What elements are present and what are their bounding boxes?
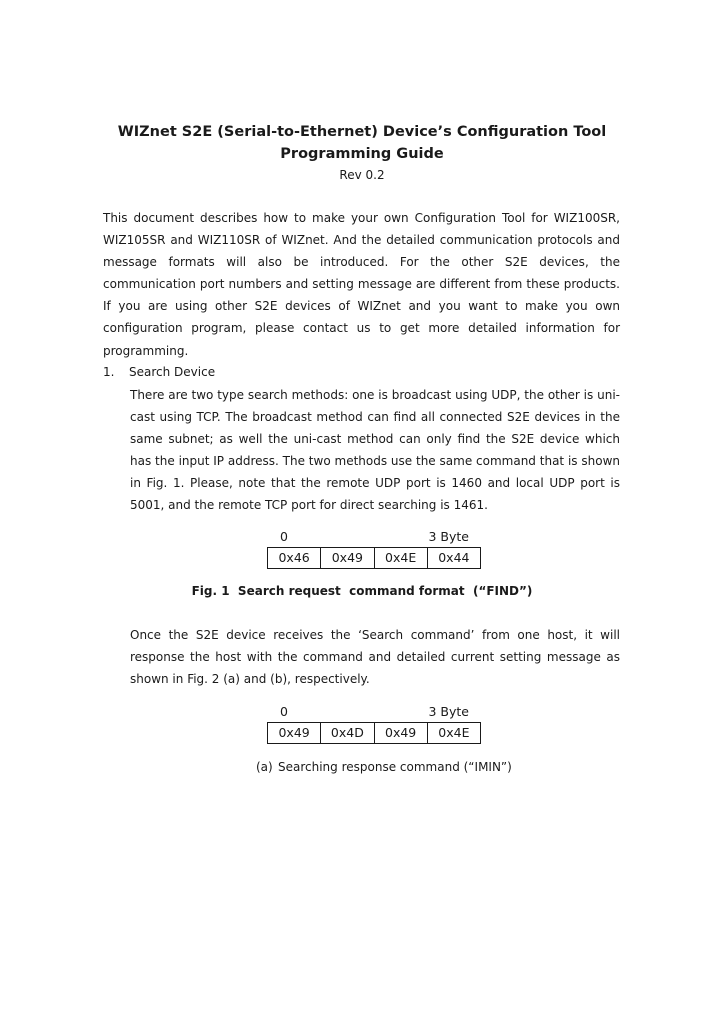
byte-row <box>268 723 481 744</box>
figure-2a-caption-text: Searching response command (“IMIN”) <box>278 760 512 774</box>
document-title: WIZnet S2E (Serial-to-Ethernet) Device’s Configuration Tool Programming Guide <box>117 124 607 162</box>
section-title: Search Device <box>129 365 216 379</box>
byte-table <box>267 547 481 569</box>
figure-2a-byte-diagram <box>267 703 481 744</box>
byte-offset-labels <box>267 703 481 721</box>
byte-cell: 0x4E <box>374 548 427 569</box>
byte-cell: 0x49 <box>321 548 374 569</box>
section-number: 1. <box>103 365 115 379</box>
figure-1-byte-diagram <box>267 528 481 569</box>
section-heading <box>103 362 215 382</box>
document-revision: Rev 0.2 <box>339 168 385 182</box>
byte-row <box>268 548 481 569</box>
byte-cell: 0x44 <box>427 548 480 569</box>
figure-2a-sub-label: (a) <box>256 760 273 774</box>
byte-cell: 0x49 <box>374 723 427 744</box>
intro-paragraph: This document describes how to make your own Configuration Tool for WIZ100SR, WIZ105SR and WIZ110SR of WIZnet. And the detailed communication protocols and message formats will also be introduced. For the other S2E devices, the communication port numbers and setting message are different from these products. If you are using other S2E devices of WIZnet and you want to make you own configuration program, please contact us to get more detailed information for programming. <box>103 211 620 358</box>
byte-cell: 0x46 <box>268 548 321 569</box>
figure-1-caption: Fig. 1 Search request command format (“FIND”) <box>191 584 533 598</box>
byte-cell: 0x49 <box>268 723 321 744</box>
figure-2a-caption <box>256 758 512 776</box>
byte-offset-start: 0 <box>280 704 288 719</box>
byte-offset-end: 3 Byte <box>428 529 469 544</box>
section-paragraph-1: There are two type search methods: one is broadcast using UDP, the other is uni-cast using TCP. The broadcast method can find all connected S2E devices in the same subnet; as well the uni-cast method can only find the S2E device which has the input IP address. The two methods use the same command that is shown in Fig. 1. Please, note that the remote UDP port is 1460 and local UDP port is 5001, and the remote TCP port for direct searching is 1461. <box>130 388 620 513</box>
byte-offset-labels <box>267 528 481 546</box>
byte-cell: 0x4D <box>321 723 374 744</box>
section-paragraph-2: Once the S2E device receives the ‘Search command’ from one host, it will response the host with the command and detailed current setting message as shown in Fig. 2 (a) and (b), respectively. <box>130 628 620 687</box>
byte-table <box>267 722 481 744</box>
byte-offset-start: 0 <box>280 529 288 544</box>
byte-cell: 0x4E <box>427 723 480 744</box>
byte-offset-end: 3 Byte <box>428 704 469 719</box>
